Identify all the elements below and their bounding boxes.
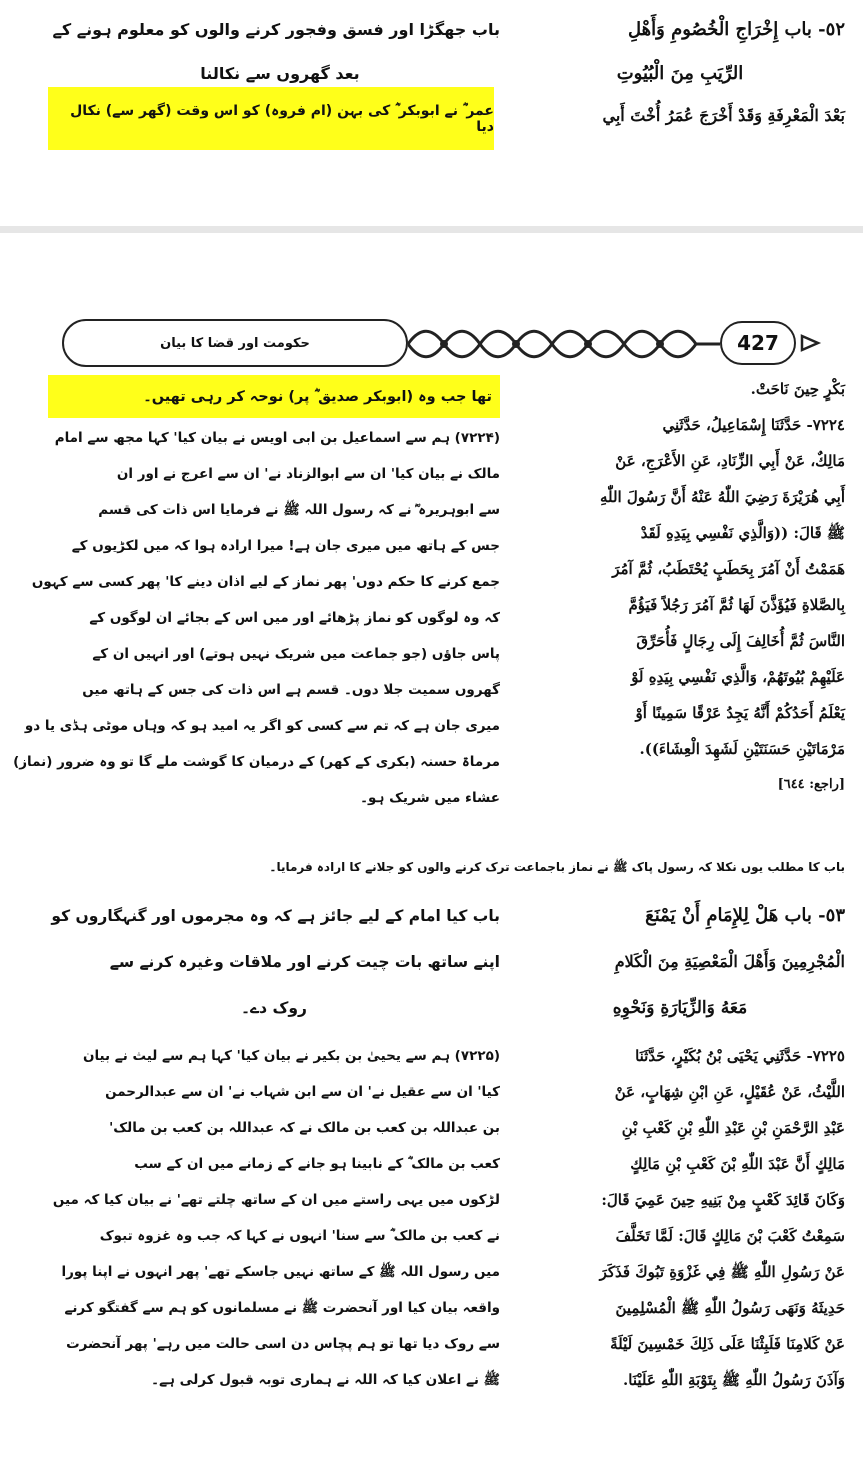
page-header-title [62,319,408,367]
text-line: کعب بن مالک ؓ کے نابینا ہو جانے کے زمانے میں ان کے سب [134,1156,500,1172]
top-arabic-chapter [515,8,845,136]
text-line: (۷۲۲۴) ہم سے اسماعیل بن ابی اویس نے بیان کیا' کہا مجھ سے امام [54,430,500,446]
text-line: مَعَهُ وَالزِّيَارَةِ وَنَحْوِهِ [612,998,748,1018]
text-line: ﷺ قَالَ: ((وَالَّذِي نَفْسِي بِيَدِهِ لَقَدْ [640,524,845,542]
text-line: عشاء میں شریک ہو۔ [360,790,500,806]
top-urdu-highlight [48,87,494,150]
text-line: روک دے۔ [241,999,307,1017]
page-number-text: 427 [737,331,779,355]
text-line: أَبِي هُرَيْرَةَ رَضِيَ اللّٰهُ عَنْهُ أَنَّ رَسُولَ اللّٰهِ [599,488,845,506]
text-line: مرماۃ حسنہ (بکری کے کھر) کے درمیان کا گوشت ملے گا تو وہ ضرور (نماز) [13,754,500,770]
hadith-7225-urdu [48,1038,500,1398]
text-line: وَكَانَ قَائِدَ كَعْبٍ مِنْ بَنِيهِ حِينَ عَمِيَ قَالَ: [601,1191,845,1209]
text-line: ٥٣- باب هَلْ لِلإِمَامِ أَنْ يَمْنَعَ [645,905,845,926]
text-line: مَالِكٌ، عَنْ أَبِي الزِّنَادِ، عَنِ الأَعْرَجِ، عَنْ [615,452,845,470]
text-line: واقعہ بیان کیا اور آنحضرت ﷺ نے مسلمانوں کو ہم سے گفتگو کرنے [64,1300,500,1316]
text-line: بَكْرٍ حِينَ نَاحَتْ. [750,380,845,398]
text-line: لڑکوں میں یہی راستے میں ان کے ساتھ چلتے تھے' نے بیان کیا کہ میں [52,1192,500,1208]
text-line: جمع کرنے کا حکم دوں' پھر نماز کے لیے اذان دینے کا' پھر کسی سے کہوں [31,574,500,590]
ornament-border [408,323,720,365]
text-line: نے کعب بن مالک ؓ سے سنا' انہوں نے کہا کہ جب وہ غزوہ تبوک [99,1228,500,1244]
text-line: وَآذَنَ رَسُولُ اللّٰهِ ﷺ بِتَوْبَةِ اللّٰهِ عَلَيْنَا. [623,1371,845,1389]
text-line: ﷺ نے اعلان کیا کہ اللہ نے ہماری توبہ قبول کرلی ہے۔ [151,1372,500,1388]
text-line: الْمُجْرِمِينَ وَأَهْلَ الْمَعْصِيَةِ مِنَ الْكَلامِ [614,952,845,971]
text-line: النَّاسَ ثُمَّ أُخَالِفَ إِلَى رِجَالٍ فَأُحَرِّقَ [636,632,845,650]
chapter-53-urdu [48,893,500,1031]
text-line: الرِّيَبِ مِنَ الْبُيُوتِ [616,63,744,84]
page-number-arrow [800,334,822,352]
text-line: مَرْمَاتَيْنِ حَسَنَتَيْنِ لَشَهِدَ الْعِشَاءَ)). [639,740,845,758]
text-line: گھروں سمیت جلا دوں۔ قسم ہے اس ذات کی جس کے ہاتھ میں [82,682,500,698]
text-line: میں رسول اللہ ﷺ کے ساتھ نہیں جاسکے تھے' پھر انہوں نے اپنا پورا [61,1264,500,1280]
text-line: باب کیا امام کے لیے جائز ہے کہ وہ مجرموں اور گنہگاروں کو [51,907,500,925]
text-line: عَنْ رَسُولِ اللّٰهِ ﷺ فِي غَزْوَةِ تَبُوكَ فَذَكَرَ [599,1263,845,1281]
text-line: کیا' ان سے عقیل نے' ان سے ابن شہاب نے' ان سے عبدالرحمن [105,1084,500,1100]
text-line: ٧٢٢٥- حَدَّثَنِي يَحْيَى بْنُ بُكَيْرٍ، حَدَّثَنَا [635,1047,845,1065]
reference: [راجع: ٦٤٤] [777,777,845,792]
text-line: بَعْدَ الْمَعْرِفَةِ وَقَدْ أَخْرَجَ عُمَرُ أُخْتَ أَبِي [602,106,845,125]
text-line: مَالِكٍ أَنَّ عَبْدَ اللّٰهِ بْنَ كَعْبِ بْنِ مَالِكٍ [630,1155,845,1173]
text-line: ٧٢٢٤- حَدَّثَنَا إِسْمَاعِيلُ، حَدَّثَنِي [662,416,845,434]
header-title-text: حکومت اور قضا کا بیان [160,335,310,351]
hadith-7224-urdu [13,420,500,816]
page-divider [0,226,863,233]
text-line: حَدِيثَهُ وَنَهَى رَسُولُ اللّٰهِ ﷺ الْمُسْلِمِينَ [615,1299,845,1317]
text-line: سَمِعْتُ كَعْبَ بْنَ مَالِكٍ قَالَ: لَمَّا تَخَلَّفَ [615,1227,845,1245]
page-number [720,321,796,365]
text-line: بعد گھروں سے نکالنا [200,64,360,83]
text-line: کہ وہ لوگوں کو نماز پڑھائے اور میں اس کے بجائے ان لوگوں کے [89,610,500,626]
text-line: باب جھگڑا اور فسق وفجور کرنے والوں کو معلوم ہونے کے [52,20,500,39]
highlight-text: عمر ؓ نے ابوبکر ؓ کی بہن (ام فروہ) کو اس وقت (گھر سے) نکال دیا [70,102,494,135]
text-line: اللَّيْثُ، عَنْ عُقَيْلٍ، عَنِ ابْنِ شِهَابٍ، عَنْ [614,1083,845,1101]
hadith-7225-arabic [515,1038,845,1398]
text-line: پاس جاؤں (جو جماعت میں شریک نہیں ہوتے) اور انہیں ان کے [92,646,500,662]
section1-urdu-highlight [48,375,500,418]
text-line: جس کے ہاتھ میں میری جان ہے! میرا ارادہ ہوا کہ میں لکڑیوں کے [71,538,500,554]
explanatory-note [48,856,845,878]
text-line: بن عبداللہ بن کعب بن مالک نے کہ عبداللہ بن کعب بن مالک' [109,1120,500,1136]
hadith-7224-arabic [515,371,845,803]
text-line: میری جان ہے کہ تم سے کسی کو اگر یہ امید ہو کہ وہاں موٹی ہڈی یا دو [24,718,500,734]
text-line: هَمَمْتُ أَنْ آمُرَ بِحَطَبٍ يُحْتَطَبُ، ثُمَّ آمُرَ [612,560,845,578]
text-line: (۷۲۲۵) ہم سے یحییٰ بن بکیر نے بیان کیا' کہا ہم سے لیث نے بیان [82,1048,500,1064]
text-line: عَنْ كَلامِنَا فَلَبِثْنَا عَلَى ذَلِكَ خَمْسِينَ لَيْلَةً [610,1335,845,1353]
text-line: يَعْلَمُ أَحَدُكُمْ أَنَّهُ يَجِدُ عَرْقًا سَمِينًا أَوْ [635,704,845,722]
text-line: سے ابوہریرہ ؓ نے کہ رسول اللہ ﷺ نے فرمایا اس ذات کی قسم [98,502,500,518]
text-line: اپنے ساتھ بات چیت کرنے اور ملاقات وغیرہ کرنے سے [109,953,500,971]
text-line: عَبْدِ الرَّحْمَنِ بْنِ عَبْدِ اللّٰهِ بْنِ كَعْبِ بْنِ [621,1119,845,1137]
highlight-text: تھا جب وہ (ابوبکر صدیق ؓ پر) نوحہ کر رہی تھیں۔ [143,388,492,405]
text-line: ٥٢- باب إِخْرَاجِ الْخُصُومِ وَأَهْلِ [628,19,845,40]
top-urdu-chapter [52,8,500,96]
text-line: سے روک دیا تھا تو ہم پچاس دن اسی حالت میں رہے' پھر آنحضرت [66,1336,500,1352]
note-text: باب کا مطلب یوں نکلا کہ رسول پاک ﷺ نے نماز باجماعت ترک کرنے والوں کو جلانے کا ارادہ فرمایا۔ [269,860,845,874]
text-line: بِالصَّلاةِ فَيُؤَذَّنَ لَهَا ثُمَّ آمُرَ رَجُلاً فَيَؤُمَّ [628,596,845,614]
text-line: عَلَيْهِمْ بُيُوتَهُمْ، وَالَّذِي نَفْسِي بِيَدِهِ لَوْ [631,668,845,686]
chapter-53-arabic [515,893,845,1031]
text-line: مالک نے بیان کیا' ان سے ابوالزناد نے' ان سے اعرج نے اور ان [116,466,500,482]
